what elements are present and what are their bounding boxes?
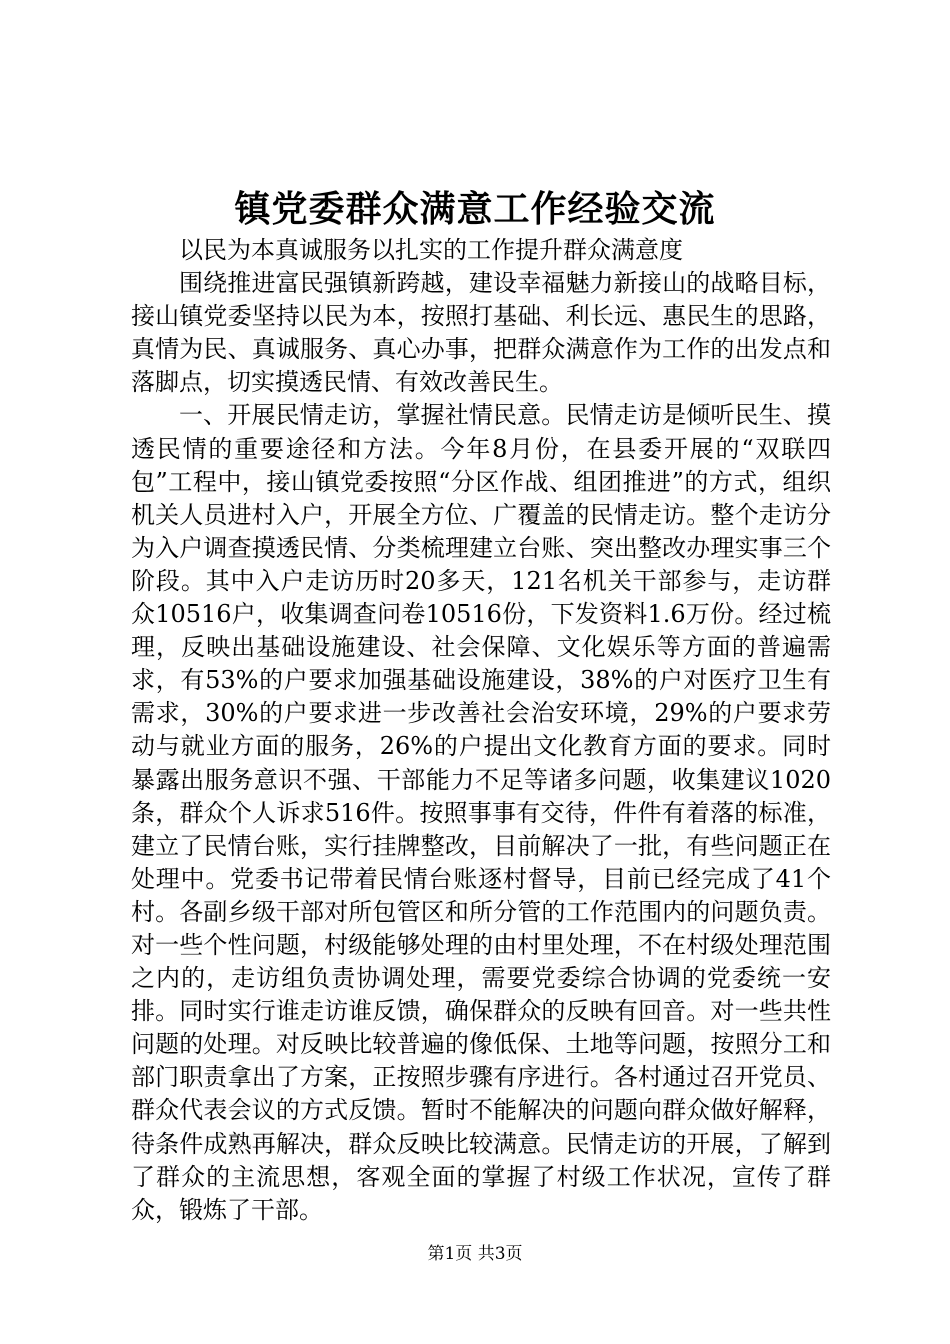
document-title: 镇党委群众满意工作经验交流 — [234, 188, 716, 230]
page-number-footer: 第1页 共3页 — [427, 1244, 523, 1264]
document-body — [131, 234, 831, 1227]
paragraph-section-one: 一、开展民情走访，掌握社情民意。民情走访是倾听民生、摸透民情的重要途径和方法。今年8月份，在县委开展的“双联四包”工程中，接山镇党委按照“分区作战、组团推进”的方式，组织机关人员进村入户，开展全方位、广覆盖的民情走访。整个走访分为入户调查摸透民情、分类梳理建立台账、突出整改办理实事三个阶段。其中入户走访历时20多天，121名机关干部参与，走访群众10516户，收集调查问卷10516份，下发资料1.6万份。经过梳理，反映出基础设施建设、社会保障、文化娱乐等方面的普遍需求，有53%的户要求加强基础设施建设，38%的户对医疗卫生有需求，30%的户要求进一步改善社会治安环境，29%的户要求劳动与就业方面的服务，26%的户提出文化教育方面的要求。同时暴露出服务意识不强、干部能力不足等诸多问题，收集建议1020条，群众个人诉求516件。按照事事有交待，件件有着落的标准，建立了民情台账，实行挂牌整改，目前解决了一批，有些问题正在处理中。党委书记带着民情台账逐村督导，目前已经完成了41个村。各副乡级干部对所包管区和所分管的工作范围内的问题负责。对一些个性问题，村级能够处理的由村里处理，不在村级处理范围之内的，走访组负责协调处理，需要党委综合协调的党委统一安排。同时实行谁走访谁反馈，确保群众的反映有回音。对一些共性问题的处理。对反映比较普遍的像低保、土地等问题，按照分工和部门职责拿出了方案，正按照步骤有序进行。各村通过召开党员、群众代表会议的方式反馈。暂时不能解决的问题向群众做好解释，待条件成熟再解决，群众反映比较满意。民情走访的开展，了解到了群众的主流思想，客观全面的掌握了村级工作状况，宣传了群众，锻炼了干部。 — [131, 401, 831, 1224]
document-subtitle: 以民为本真诚服务以扎实的工作提升群众满意度 — [179, 236, 683, 264]
paragraph-intro: 围绕推进富民强镇新跨越，建设幸福魅力新接山的战略目标，接山镇党委坚持以民为本，按照打基础、利长远、惠民生的思路，真情为民、真诚服务、真心办事，把群众满意作为工作的出发点和落脚点，切实摸透民情、有效改善民生。 — [131, 269, 831, 397]
